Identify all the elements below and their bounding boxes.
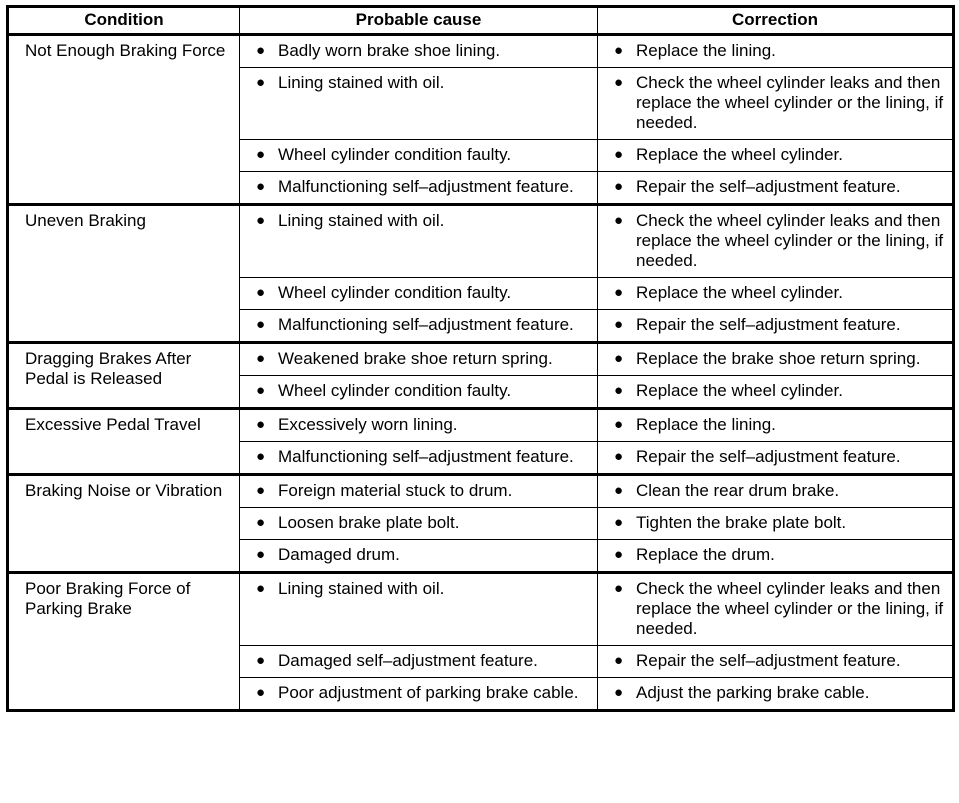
bullet-item <box>604 315 946 335</box>
bullet-icon: ● <box>256 146 266 163</box>
correction-cell <box>598 409 954 442</box>
header-probable-cause: Probable cause <box>240 7 598 35</box>
bullet-item <box>604 683 946 703</box>
bullet-item <box>604 211 946 271</box>
bullet-icon: ● <box>256 482 266 499</box>
correction-cell-text: Repair the self–adjustment feature. <box>636 651 901 670</box>
correction-cell <box>598 540 954 573</box>
bullet-item <box>246 651 591 671</box>
cause-cell <box>240 68 598 140</box>
bullet-icon: ● <box>614 284 624 301</box>
bullet-icon: ● <box>614 212 624 229</box>
cause-cell <box>240 205 598 278</box>
bullet-item <box>246 381 591 401</box>
cause-cell-text: Poor adjustment of parking brake cable. <box>278 683 579 702</box>
bullet-icon: ● <box>614 482 624 499</box>
cause-cell <box>240 442 598 475</box>
correction-cell <box>598 475 954 508</box>
correction-cell-text: Check the wheel cylinder leaks and then replace the wheel cylinder or the lining, if needed. <box>636 73 944 132</box>
correction-cell <box>598 172 954 205</box>
correction-cell <box>598 343 954 376</box>
correction-cell-text: Replace the wheel cylinder. <box>636 283 843 302</box>
bullet-icon: ● <box>256 178 266 195</box>
cause-cell-text: Weakened brake shoe return spring. <box>278 349 553 368</box>
cause-cell <box>240 376 598 409</box>
bullet-item <box>604 545 946 565</box>
bullet-item <box>246 447 591 467</box>
correction-cell-text: Adjust the parking brake cable. <box>636 683 870 702</box>
condition-cell: Uneven Braking <box>8 205 240 343</box>
correction-cell-text: Check the wheel cylinder leaks and then replace the wheel cylinder or the lining, if needed. <box>636 211 944 270</box>
diagnosis-table <box>6 5 955 712</box>
bullet-item <box>246 349 591 369</box>
bullet-item <box>604 651 946 671</box>
cause-cell-text: Wheel cylinder condition faulty. <box>278 381 512 400</box>
cause-cell-text: Lining stained with oil. <box>278 211 445 230</box>
correction-cell-text: Replace the wheel cylinder. <box>636 381 843 400</box>
bullet-item <box>246 41 591 61</box>
bullet-item <box>246 73 591 93</box>
bullet-icon: ● <box>256 74 266 91</box>
correction-cell-text: Replace the drum. <box>636 545 775 564</box>
bullet-item <box>246 513 591 533</box>
cause-cell-text: Damaged self–adjustment feature. <box>278 651 538 670</box>
condition-cell: Poor Braking Force of Parking Brake <box>8 573 240 711</box>
table-row <box>8 475 954 508</box>
cause-cell-text: Malfunctioning self–adjustment feature. <box>278 177 574 196</box>
correction-cell <box>598 646 954 678</box>
bullet-icon: ● <box>614 652 624 669</box>
correction-cell <box>598 140 954 172</box>
bullet-icon: ● <box>256 684 266 701</box>
bullet-item <box>604 415 946 435</box>
bullet-icon: ● <box>614 382 624 399</box>
bullet-item <box>604 481 946 501</box>
correction-cell <box>598 678 954 711</box>
cause-cell <box>240 35 598 68</box>
bullet-item <box>246 545 591 565</box>
correction-cell <box>598 310 954 343</box>
bullet-item <box>604 73 946 133</box>
bullet-icon: ● <box>256 284 266 301</box>
cause-cell <box>240 573 598 646</box>
bullet-item <box>604 283 946 303</box>
cause-cell <box>240 646 598 678</box>
condition-cell: Dragging Brakes After Pedal is Released <box>8 343 240 409</box>
bullet-item <box>604 579 946 639</box>
table-row <box>8 409 954 442</box>
cause-cell <box>240 278 598 310</box>
bullet-icon: ● <box>256 212 266 229</box>
bullet-item <box>246 315 591 335</box>
header-condition: Condition <box>8 7 240 35</box>
bullet-icon: ● <box>614 546 624 563</box>
correction-cell <box>598 68 954 140</box>
bullet-icon: ● <box>614 416 624 433</box>
correction-cell-text: Clean the rear drum brake. <box>636 481 840 500</box>
cause-cell-text: Loosen brake plate bolt. <box>278 513 460 532</box>
bullet-icon: ● <box>256 514 266 531</box>
cause-cell-text: Malfunctioning self–adjustment feature. <box>278 447 574 466</box>
bullet-icon: ● <box>256 350 266 367</box>
bullet-item <box>604 145 946 165</box>
cause-cell <box>240 172 598 205</box>
bullet-item <box>246 415 591 435</box>
bullet-icon: ● <box>614 350 624 367</box>
cause-cell <box>240 140 598 172</box>
correction-cell <box>598 278 954 310</box>
correction-cell <box>598 376 954 409</box>
cause-cell-text: Badly worn brake shoe lining. <box>278 41 501 60</box>
bullet-icon: ● <box>256 416 266 433</box>
bullet-icon: ● <box>256 42 266 59</box>
bullet-item <box>246 481 591 501</box>
bullet-icon: ● <box>256 316 266 333</box>
correction-cell <box>598 573 954 646</box>
correction-cell <box>598 508 954 540</box>
table-row <box>8 35 954 68</box>
header-row <box>8 7 954 35</box>
bullet-icon: ● <box>256 448 266 465</box>
cause-cell-text: Lining stained with oil. <box>278 73 445 92</box>
cause-cell <box>240 508 598 540</box>
bullet-item <box>246 683 591 703</box>
correction-cell-text: Replace the brake shoe return spring. <box>636 349 921 368</box>
bullet-item <box>604 513 946 533</box>
bullet-icon: ● <box>256 546 266 563</box>
correction-cell <box>598 205 954 278</box>
bullet-icon: ● <box>256 652 266 669</box>
bullet-icon: ● <box>614 74 624 91</box>
cause-cell <box>240 678 598 711</box>
correction-cell-text: Replace the wheel cylinder. <box>636 145 843 164</box>
bullet-icon: ● <box>614 684 624 701</box>
bullet-icon: ● <box>614 42 624 59</box>
cause-cell-text: Lining stained with oil. <box>278 579 445 598</box>
condition-cell: Not Enough Braking Force <box>8 35 240 205</box>
bullet-item <box>246 283 591 303</box>
cause-cell-text: Wheel cylinder condition faulty. <box>278 283 512 302</box>
correction-cell-text: Repair the self–adjustment feature. <box>636 177 901 196</box>
table-row <box>8 573 954 646</box>
cause-cell-text: Foreign material stuck to drum. <box>278 481 513 500</box>
cause-cell <box>240 310 598 343</box>
bullet-item <box>604 41 946 61</box>
table-row <box>8 205 954 278</box>
condition-cell: Braking Noise or Vibration <box>8 475 240 573</box>
bullet-item <box>604 177 946 197</box>
correction-cell-text: Replace the lining. <box>636 415 776 434</box>
correction-cell <box>598 442 954 475</box>
bullet-item <box>604 349 946 369</box>
cause-cell <box>240 475 598 508</box>
bullet-item <box>604 381 946 401</box>
bullet-icon: ● <box>614 580 624 597</box>
table-body <box>8 35 954 711</box>
bullet-item <box>604 447 946 467</box>
bullet-icon: ● <box>256 580 266 597</box>
cause-cell-text: Wheel cylinder condition faulty. <box>278 145 512 164</box>
correction-cell-text: Replace the lining. <box>636 41 776 60</box>
correction-cell-text: Repair the self–adjustment feature. <box>636 447 901 466</box>
header-correction: Correction <box>598 7 954 35</box>
correction-cell-text: Check the wheel cylinder leaks and then replace the wheel cylinder or the lining, if needed. <box>636 579 944 638</box>
correction-cell-text: Tighten the brake plate bolt. <box>636 513 847 532</box>
correction-cell <box>598 35 954 68</box>
cause-cell-text: Malfunctioning self–adjustment feature. <box>278 315 574 334</box>
bullet-icon: ● <box>614 448 624 465</box>
condition-cell: Excessive Pedal Travel <box>8 409 240 475</box>
bullet-icon: ● <box>256 382 266 399</box>
bullet-item <box>246 177 591 197</box>
table-row <box>8 343 954 376</box>
cause-cell <box>240 540 598 573</box>
cause-cell-text: Excessively worn lining. <box>278 415 458 434</box>
bullet-icon: ● <box>614 316 624 333</box>
cause-cell <box>240 409 598 442</box>
cause-cell-text: Damaged drum. <box>278 545 400 564</box>
correction-cell-text: Repair the self–adjustment feature. <box>636 315 901 334</box>
bullet-item <box>246 211 591 231</box>
bullet-icon: ● <box>614 178 624 195</box>
cause-cell <box>240 343 598 376</box>
bullet-icon: ● <box>614 514 624 531</box>
bullet-item <box>246 145 591 165</box>
bullet-item <box>246 579 591 599</box>
bullet-icon: ● <box>614 146 624 163</box>
